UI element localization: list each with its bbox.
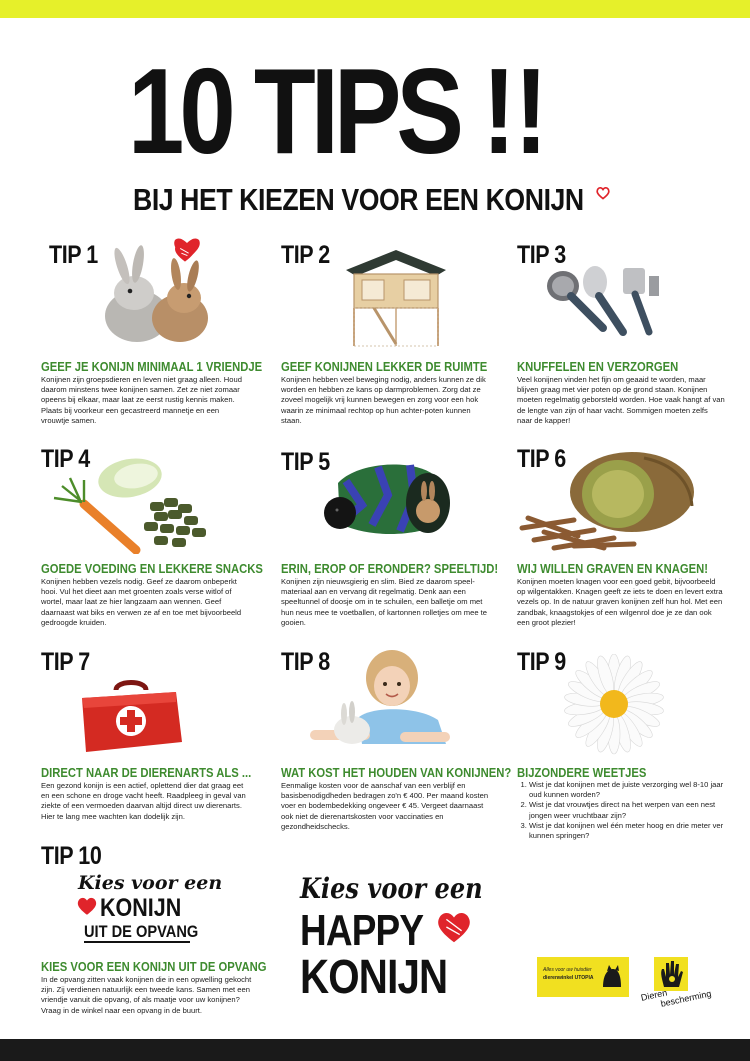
tip-8-number: TIP 8 <box>281 648 330 676</box>
tip-10-number: TIP 10 <box>41 842 102 870</box>
bottom-bar <box>0 1039 750 1061</box>
top-accent-bar <box>0 0 750 18</box>
heart-icon <box>76 895 98 917</box>
tip-9-heading: BIJZONDERE WEETJES <box>517 766 647 780</box>
tip-1-number: TIP 1 <box>49 241 98 269</box>
cat-dog-icon <box>599 963 625 991</box>
willow-roll-photo <box>514 445 710 556</box>
tip-3-number: TIP 3 <box>517 241 566 269</box>
list-item: 3. Wist je dat konijnen wel één meter hoog en drie meter ver kunnen springen? <box>529 821 725 841</box>
brushes-photo <box>535 262 667 338</box>
tip-5-number: TIP 5 <box>281 448 330 476</box>
tip-4-body: Konijnen hebben vezels nodig. Geef ze daarom onbeperkt hooi. Vul het dieet aan met groenten zoals verse witlof of wortel, maar laat ze hier langzaam aan wennen. Geef daarnaast wat biks en verwen ze af en toe met bijvoorbeeld gedroogde kruiden. <box>41 577 242 627</box>
daisy-photo <box>560 654 668 758</box>
heart-icon <box>172 240 198 264</box>
tip-8-heading: WAT KOST HET HOUDEN VAN KONIJNEN? <box>281 766 512 780</box>
tip-7-body: Een gezond konijn is een actief, oplettend dier dat graag eet en een schone en droge vacht heeft. Raadpleeg in geval van ziekte of een vermoeden daarvan altijd direct uw dierenarts. Hier te lang mee wachten kan dodelijk zijn. <box>41 781 246 821</box>
vegetables-photo <box>44 452 220 554</box>
page-subtitle: BIJ HET KIEZEN VOOR EEN KONIJN <box>133 182 584 217</box>
tip-9-facts <box>517 780 725 841</box>
tip-3-heading: KNUFFELEN EN VERZORGEN <box>517 360 679 374</box>
tip-10-heading: KIES VOOR EEN KONIJN UIT DE OPVANG <box>41 960 267 974</box>
tip-7-heading: DIRECT NAAR DE DIERENARTS ALS ... <box>41 766 252 780</box>
first-aid-kit-photo <box>76 676 186 758</box>
tip-8-body: Eenmalige kosten voor de aanschaf van een verblijf en basisbenodigdheden bedragen zo'n € 400. Per maand kosten voer en bodembedekking ongeveer € 45. Vergeet daarnaast ook niet de dierenartskosten voor vaccinaties en gezondheidschecks. <box>281 781 489 831</box>
tip-1-heading: GEEF JE KONIJN MINIMAAL 1 VRIENDJE <box>41 360 263 374</box>
tip-6-body: Konijnen moeten knagen voor een goed gebit, bijvoorbeeld op wilgentakken. Knagen geeft ze iets te doen en levert extra vezels op. In de natuur graven konijnen zelf hun hol. Met een zandbak, knaagstokjes of een wilgenrol doe je ze dan ook een groot plezier! <box>517 577 723 627</box>
page-title: 10 TIPS !! <box>128 43 547 179</box>
tip-5-body: Konijnen zijn nieuwsgierig en slim. Bied ze daarom speel-materiaal aan en vervang dit regelmatig. Denk aan een speeltunnel of doosje om in te schuilen, een balletje om met hun neus mee te voetballen, of kartonnen rolletjes om mee te gooien. <box>281 577 487 627</box>
tip-6-heading: WIJ WILLEN GRAVEN EN KNAGEN! <box>517 562 709 576</box>
girl-with-rabbit-photo <box>300 648 456 752</box>
tip-5-heading: ERIN, EROP OF ERONDER? SPEELTIJD! <box>281 562 499 576</box>
tip-9-number: TIP 9 <box>517 648 566 676</box>
tip-2-body: Konijnen hebben veel beweging nodig, anders kunnen ze dik worden en hebben ze kans op darmproblemen. Zorg dat ze zoveel mogelijk vrij kunnen bewegen en zorg voor een hok waarin ze minimaal rechtop op hun achter-poten kunnen staan. <box>281 375 486 425</box>
heart-icon <box>596 186 610 200</box>
tip-4-heading: GOEDE VOEDING EN LEKKERE SNACKS <box>41 562 263 576</box>
divider <box>84 941 190 943</box>
rabbits-photo <box>92 238 222 348</box>
heart-icon <box>434 908 474 946</box>
play-tunnel-photo <box>318 455 454 541</box>
utopia-logo: Alles voor uw huisdier dierenwinkel UTOPIA <box>537 957 629 997</box>
tip-7-number: TIP 7 <box>41 648 90 676</box>
tip-4-number: TIP 4 <box>41 445 90 473</box>
tip-2-number: TIP 2 <box>281 241 330 269</box>
tip-10-body: In de opvang zitten vaak konijnen die in een opwelling gekocht zijn. Zij verdienen natuurlijk een tweede kans. Samen met een vriendje vanuit die opvang, of als maatje voor uw konijnen? Vraag in de winkel naar een opvang in de buurt. <box>41 975 252 1015</box>
tip-3-body: Veel konijnen vinden het fijn om geaaid te worden, maar blijven graag met vier poten op de grond staan. Konijnen moeten regelmatig geborsteld worden. Hoe vaak hangt af van de lengte van zijn of haar vacht. Sommigen moeten zelfs naar de kapper! <box>517 375 725 425</box>
dierenbescherming-label: Dieren bescherming <box>640 987 713 1009</box>
tip-6-number: TIP 6 <box>517 445 566 473</box>
rabbit-hutch-photo <box>340 246 452 350</box>
list-item: 2. Wist je dat vrouwtjes direct na het werpen van een nest jongen weer vruchtbaar zijn? <box>529 800 725 820</box>
tip-2-heading: GEEF KONIJNEN LEKKER DE RUIMTE <box>281 360 488 374</box>
daisy-center <box>600 690 628 718</box>
list-item: 1. Wist je dat konijnen met de juiste verzorging wel 8-10 jaar oud kunnen worden? <box>529 780 725 800</box>
tip-1-body: Konijnen zijn groepsdieren en leven niet graag alleen. Houd daarom minstens twee konijnen samen. Zet ze niet zomaar opeens bij elkaar, maar laat ze eerst rustig kennis maken. Plaats bij voorkeur een gecastreerd mannetje en een vrouwtje samen. <box>41 375 242 425</box>
